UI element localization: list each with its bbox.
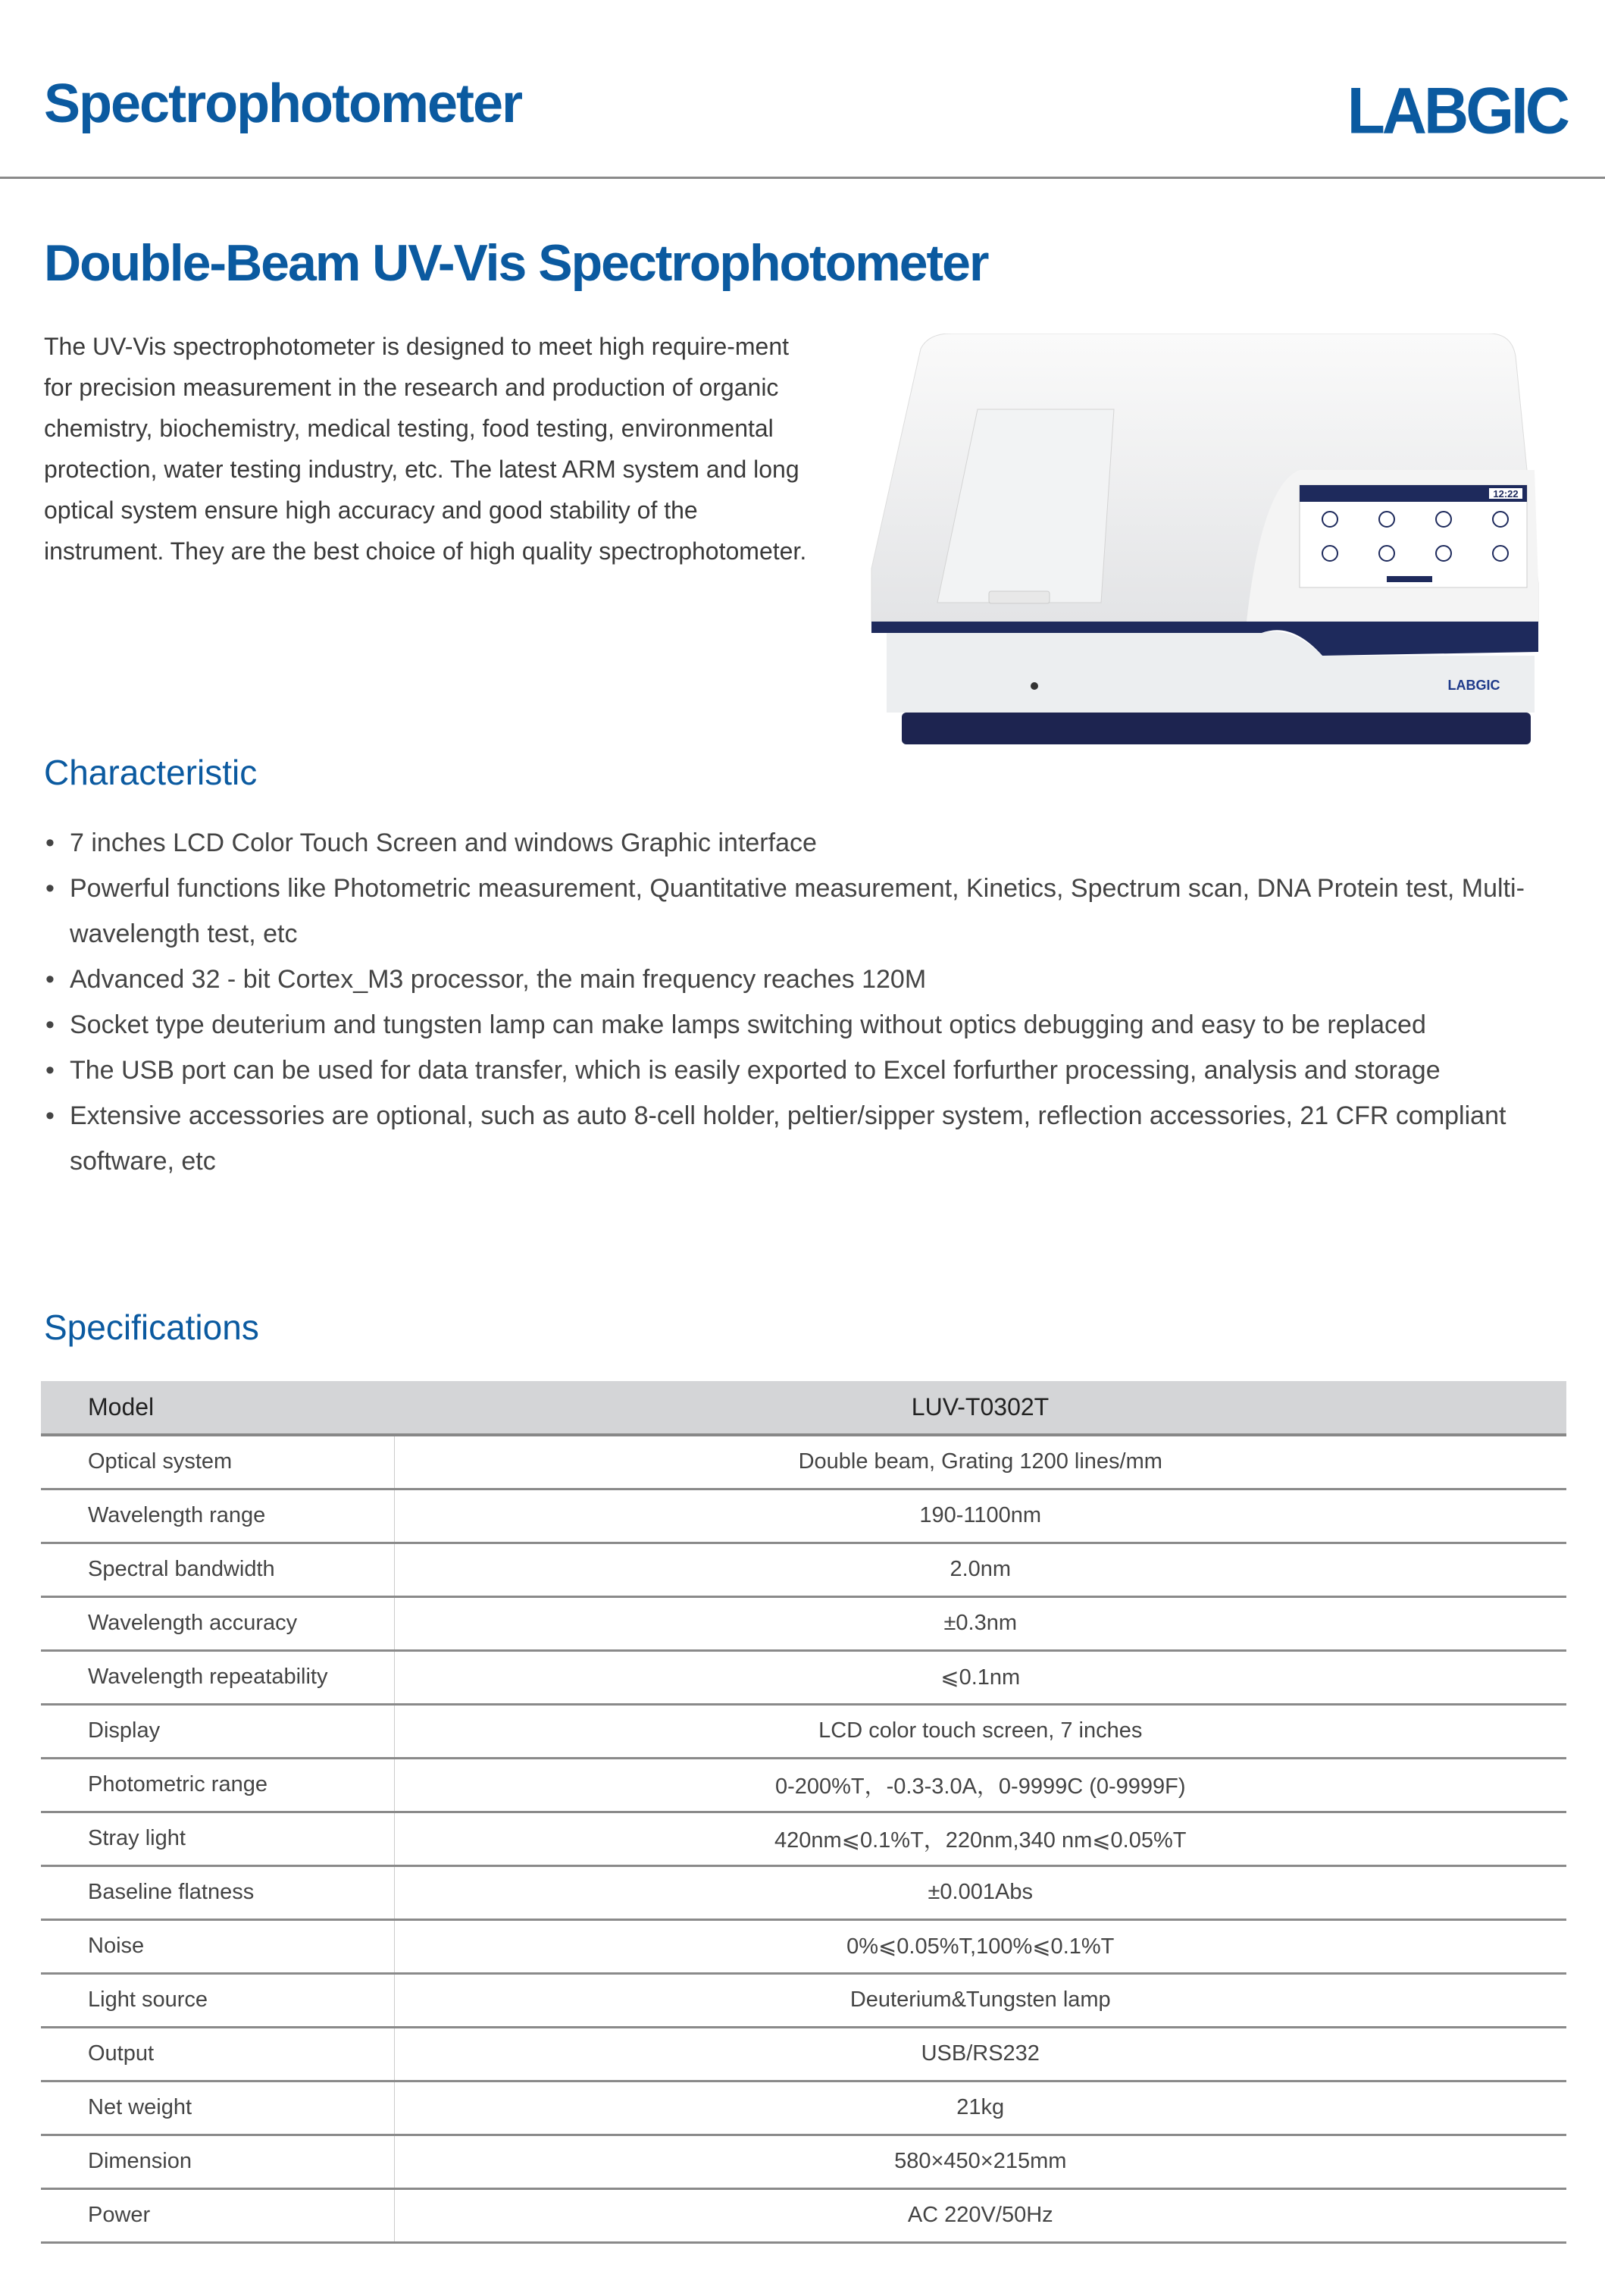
spec-label: Wavelength repeatability <box>41 1650 394 1704</box>
header-cell: LUV-T0302T <box>394 1381 1566 1435</box>
table-row <box>41 2188 1566 2242</box>
spec-value: AC 220V/50Hz <box>394 2188 1566 2242</box>
spec-label: Display <box>41 1704 394 1758</box>
spec-value: ±0.3nm <box>394 1596 1566 1650</box>
spec-label: Noise <box>41 1919 394 1973</box>
spec-value: 420nm⩽0.1%T，220nm,340 nm⩽0.05%T <box>394 1812 1566 1865</box>
screen-time: 12:22 <box>1493 488 1519 500</box>
table-row <box>41 2081 1566 2135</box>
spec-label: Optical system <box>41 1435 394 1489</box>
product-intro: The UV-Vis spectrophotometer is designed to meet high require-ment for precision measurement in the research and production of organic chemistry, biochemistry, medical testing, food testing, environmental protection, water testing industry, etc. The latest ARM system and long optical system ensure high accuracy and good stability of the instrument. They are the best choice of high quality spectrophotometer. <box>44 333 807 565</box>
spec-value: ⩽0.1nm <box>394 1650 1566 1704</box>
characteristic-heading: Characteristic <box>44 753 258 792</box>
spec-label: Power <box>41 2188 394 2242</box>
spectrophotometer-image <box>868 334 1542 747</box>
spec-label: Baseline flatness <box>41 1865 394 1919</box>
spec-value: ±0.001Abs <box>394 1865 1566 1919</box>
spec-value: LCD color touch screen, 7 inches <box>394 1704 1566 1758</box>
spec-label: Photometric range <box>41 1758 394 1812</box>
spec-value: 2.0nm <box>394 1543 1566 1596</box>
spec-value: 580×450×215mm <box>394 2135 1566 2188</box>
spec-value: USB/RS232 <box>394 2027 1566 2081</box>
spec-label: Spectral bandwidth <box>41 1543 394 1596</box>
spec-label: Wavelength range <box>41 1489 394 1543</box>
list-item: • Extensive accessories are optional, such as auto 8-cell holder, peltier/sipper system, reflection accessories, 21 CFR compliant software, etc <box>44 1093 1560 1184</box>
spec-label: Light source <box>41 1973 394 2027</box>
specifications-heading: Specifications <box>44 1308 259 1347</box>
table-row <box>41 1919 1566 1973</box>
table-row <box>41 1865 1566 1919</box>
spec-label: Output <box>41 2027 394 2081</box>
spec-label: Stray light <box>41 1812 394 1865</box>
table-row <box>41 2135 1566 2188</box>
table-row <box>41 1704 1566 1758</box>
brand-logo: LABGIC <box>1347 74 1567 148</box>
spec-value: 0-200%T，-0.3-3.0A，0-9999C (0-9999F) <box>394 1758 1566 1812</box>
list-item: • The USB port can be used for data transfer, which is easily exported to Excel forfurther processing, analysis and storage <box>44 1048 1560 1093</box>
table-header-row <box>41 1381 1566 1435</box>
header-cell: Model <box>41 1381 394 1435</box>
spec-label: Wavelength accuracy <box>41 1596 394 1650</box>
product-title: Double-Beam UV-Vis Spectrophotometer <box>44 234 988 292</box>
spec-value: 0%⩽0.05%T,100%⩽0.1%T <box>394 1919 1566 1973</box>
list-item: • Powerful functions like Photometric measurement, Quantitative measurement, Kinetics, Spectrum scan, DNA Protein test, Multi-wavelength test, etc <box>44 866 1560 957</box>
spec-value: Deuterium&Tungsten lamp <box>394 1973 1566 2027</box>
table-row <box>41 1812 1566 1865</box>
device-brand: LABGIC <box>1447 678 1500 693</box>
spec-value: Double beam, Grating 1200 lines/mm <box>394 1435 1566 1489</box>
list-item: • Socket type deuterium and tungsten lamp can make lamps switching without optics debugging and easy to be replaced <box>44 1002 1560 1048</box>
table-row <box>41 1543 1566 1596</box>
spec-value: 190-1100nm <box>394 1489 1566 1543</box>
table-row <box>41 1435 1566 1489</box>
page-title: Spectrophotometer <box>44 74 522 134</box>
table-row <box>41 1489 1566 1543</box>
spec-label: Net weight <box>41 2081 394 2135</box>
table-row <box>41 1596 1566 1650</box>
list-item: • Advanced 32 - bit Cortex_M3 processor, the main frequency reaches 120M <box>44 957 1560 1002</box>
specifications-table <box>41 1381 1566 2244</box>
table-row <box>41 2027 1566 2081</box>
list-item: • 7 inches LCD Color Touch Screen and windows Graphic interface <box>44 820 1560 866</box>
table-row <box>41 1650 1566 1704</box>
spec-value: 21kg <box>394 2081 1566 2135</box>
table-row <box>41 1973 1566 2027</box>
table-row <box>41 1758 1566 1812</box>
spec-label: Dimension <box>41 2135 394 2188</box>
characteristic-list <box>44 820 1560 1184</box>
header-divider <box>0 177 1605 179</box>
